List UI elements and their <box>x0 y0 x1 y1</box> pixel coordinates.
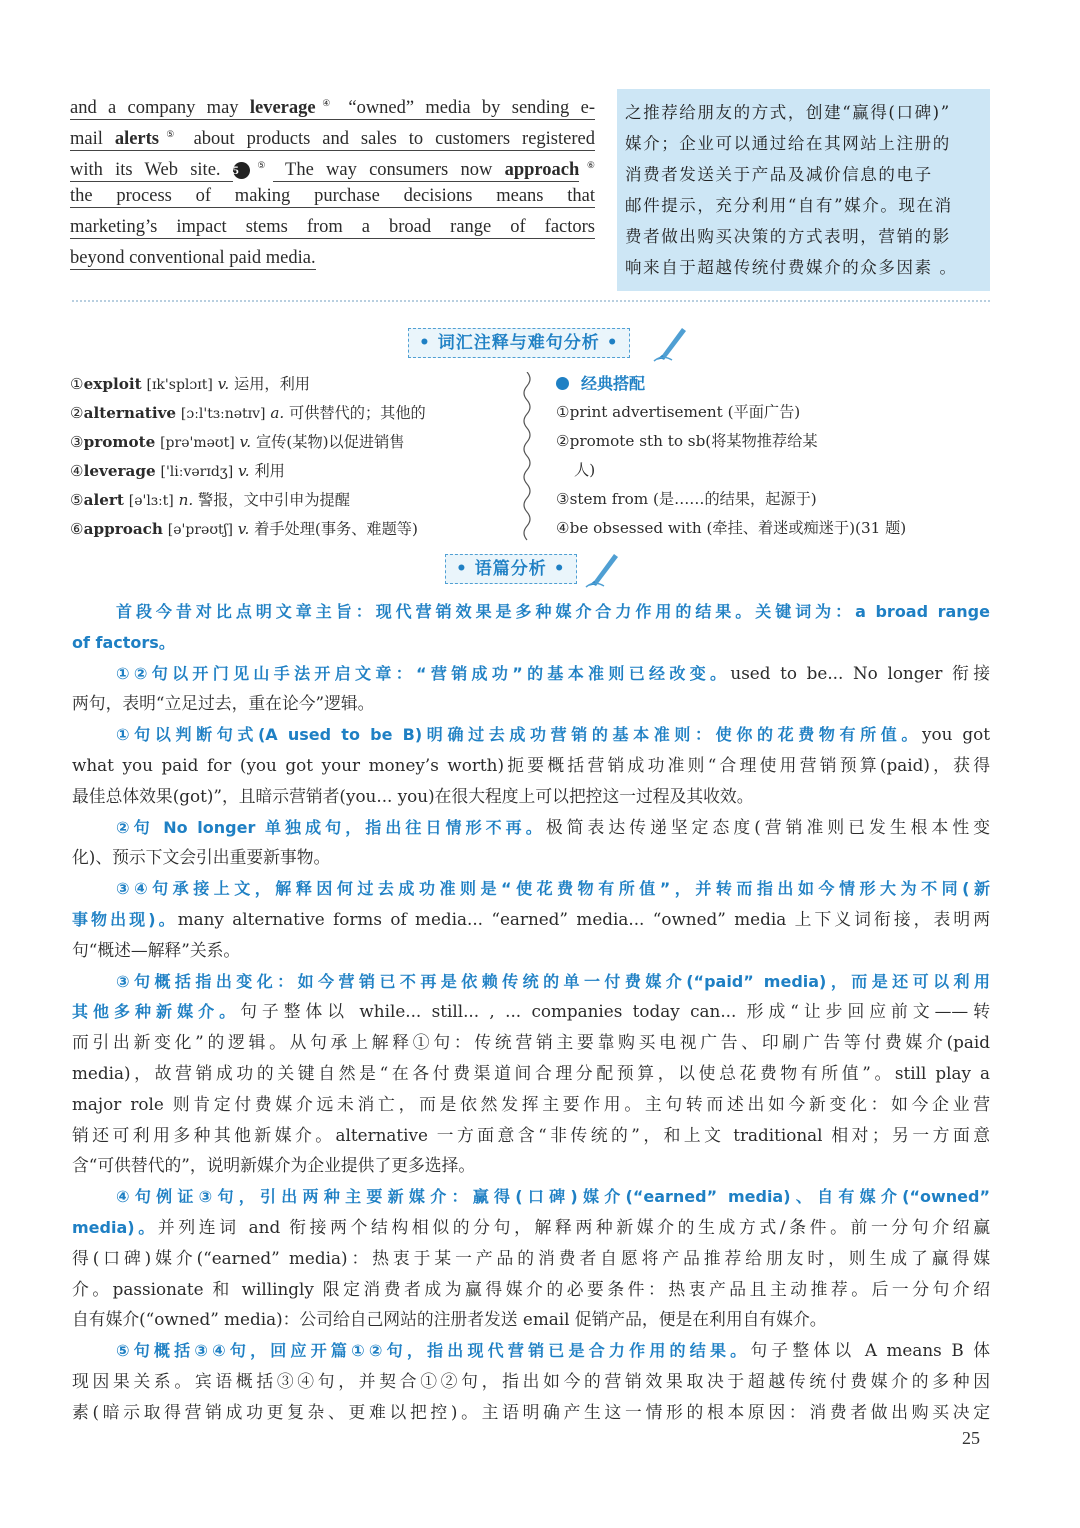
body-text: 句子整体以 A means B 体 <box>750 1340 990 1361</box>
analysis-line <box>72 873 990 904</box>
analysis-line <box>72 1212 990 1243</box>
analysis-line <box>72 812 990 843</box>
body-text: 两句，表明“立足过去，重在论今”逻辑。 <box>72 693 375 714</box>
analysis-body <box>72 596 990 1428</box>
highlight-text: ①②句以开门见山手法开启文章：“营销成功”的基本准则已经改变。 <box>116 663 731 683</box>
body-text: 现因果关系。宾语概括③④句，并契合①②句，指出如今的营销效果取决于超越传统付费媒介的多种因 <box>72 1370 990 1391</box>
analysis-line <box>72 1366 990 1397</box>
analysis-line <box>72 1335 990 1366</box>
vocab-item: ①exploit [ɪk'splɔɪt] v. 运用，利用 <box>70 375 310 393</box>
vocab-section-header: • 词汇注释与难句分析 • <box>408 328 630 358</box>
body-text: 极简表达传递坚定态度(营销准则已发生根本性变 <box>545 816 990 837</box>
analysis-line <box>72 658 990 689</box>
highlight-text: ④句例证③句，引出两种主要新媒介：赢得(口碑)媒介(“earned” media)、自有媒介(“owned” <box>116 1187 990 1207</box>
passage-line-3: with its Web site. 5 ⑤ The way consumers now approach⑥ <box>70 160 595 180</box>
body-text: 销还可利用多种其他新媒介。alternative 一方面意含“非传统的”，和上文 traditional 相对；另一方面意 <box>72 1124 990 1145</box>
vocab-item: ③promote [prə'məʊt] v. 宣传(某物)以促进销售 <box>70 433 405 451</box>
highlight-text: ③④句承接上文，解释因何过去成功准则是“使花费物有所值”，并转而指出如今情形大为不同(新 <box>116 879 990 899</box>
translation-line: 邮件提示，充分利用“自有”媒介。现在消 <box>625 196 953 215</box>
body-text: used to be... No longer 衔接 <box>730 662 990 683</box>
analysis-line <box>72 1150 990 1181</box>
translation-line: 费者做出购买决策的方式表明，营销的影 <box>625 227 951 246</box>
analysis-section-header: • 语篇分析 • <box>445 554 577 584</box>
analysis-line <box>72 1243 990 1274</box>
english-passage <box>70 88 595 274</box>
analysis-line <box>72 996 990 1027</box>
body-text: 最佳总体效果(got)”，且暗示营销者(you... you)在很大程度上可以把控这一过程及其收效。 <box>72 785 754 806</box>
analysis-line <box>72 1274 990 1305</box>
translation-line: 消费者发送关于产品及减价信息的电子 <box>625 165 933 184</box>
keyword-approach: approach <box>504 160 580 180</box>
vocab-item: ④leverage ['liːvərɪdʒ] v. 利用 <box>70 462 285 480</box>
pen-brush-icon <box>652 322 690 362</box>
collocation-item: 人) <box>574 461 596 479</box>
wavy-divider <box>520 372 534 544</box>
highlight-text: of factors。 <box>72 632 175 652</box>
collocation-item: ③stem from (是……的结果，起源于) <box>556 490 817 508</box>
collocations-panel <box>556 370 986 543</box>
collocations-title: 经典搭配 <box>556 370 986 398</box>
translation-line: 响来自于超越传统付费媒介的众多因素 。 <box>625 258 958 277</box>
body-text: 含“可供替代的”，说明新媒介为企业提供了更多选择。 <box>72 1155 476 1176</box>
collocation-item: ④be obsessed with (牵挂、着迷或痴迷于)(31 题) <box>556 519 907 537</box>
highlight-text: ③句概括指出变化：如今营销已不再是依赖传统的单一付费媒介(“paid” media)，而是还可以利用 <box>116 971 990 991</box>
body-text: 句子整体以 while... still... , ... companies today can... 形成“让步回应前文——转 <box>240 1001 990 1022</box>
body-text: 化)、预示下文会引出重要新事物。 <box>72 847 331 868</box>
body-text: major role 则肯定付费媒介远未消亡，而是依然发挥主要作用。主句转而述出如今新变化：如今企业营 <box>72 1093 990 1114</box>
section-divider <box>72 300 990 302</box>
translation-line: 媒介；企业可以通过给在其网站上注册的 <box>625 134 951 153</box>
analysis-line <box>72 627 990 658</box>
highlight-text: ⑤句概括③④句，回应开篇①②句，指出现代营销已是合力作用的结果。 <box>116 1341 751 1361</box>
passage-line-4: the process of making purchase decisions means that <box>70 186 595 206</box>
analysis-line <box>72 719 990 750</box>
analysis-line <box>72 688 990 719</box>
highlight-text: 其他多种新媒介。 <box>72 1002 241 1022</box>
analysis-line <box>72 966 990 997</box>
analysis-line <box>72 1027 990 1058</box>
bullet-dot-icon <box>556 377 569 390</box>
body-text: what you paid for (you got your money’s worth)扼要概括营销成功准则“合理使用营销预算(paid)，获得 <box>72 754 990 775</box>
page-number: 25 <box>962 1428 980 1448</box>
analysis-line <box>72 1089 990 1120</box>
analysis-line <box>72 781 990 812</box>
body-text: 得(口碑)媒介(“earned” media)：热衷于某一产品的消费者自愿将产品推荐给朋友时，则生成了赢得媒 <box>72 1247 990 1268</box>
analysis-line <box>72 1181 990 1212</box>
vocab-item: ②alternative [ɔːl'tɜːnətɪv] a. 可供替代的；其他的 <box>70 404 426 422</box>
highlight-text: 首段今昔对比点明文章主旨：现代营销效果是多种媒介合力作用的结果。关键词为：a broad range <box>116 602 990 621</box>
vocab-item: ⑥approach [ə'prəʊtʃ] v. 着手处理(事务、难题等) <box>70 520 418 538</box>
collocation-item: ②promote sth to sb(将某物推荐给某 <box>556 432 818 450</box>
analysis-line <box>72 935 990 966</box>
highlight-text: ②句 No longer 单独成句，指出往日情形不再。 <box>116 817 546 837</box>
body-text: 自有媒介(“owned” media)：公司给自己网站的注册者发送 email 促销产品，便是在利用自有媒介。 <box>72 1309 827 1330</box>
analysis-line <box>72 1304 990 1335</box>
passage-line-5: marketing’s impact stems from a broad range of factors <box>70 217 595 237</box>
body-text: media)，故营销成功的关键自然是“在各付费渠道间合理分配预算，以使总花费物有所值”。still play a <box>72 1062 990 1083</box>
analysis-line <box>72 1397 990 1428</box>
analysis-line <box>72 750 990 781</box>
sentence-number-badge: 5 <box>233 162 250 179</box>
vocab-list <box>70 370 520 544</box>
analysis-line <box>72 904 990 935</box>
pen-brush-icon <box>584 548 622 588</box>
body-text: 素(暗示取得营销成功更复杂、更难以把控)。主语明确产生这一情形的根本原因：消费者做出购买决定 <box>72 1401 990 1422</box>
passage-line-2: mail alerts⑤ about products and sales to customers registered <box>70 129 595 149</box>
analysis-line <box>72 842 990 873</box>
passage-line-1: and a company may leverage④ “owned” media by sending e- <box>70 98 595 118</box>
translation-box <box>617 89 990 291</box>
body-text: 并列连词 and 衔接两个结构相似的分句，解释两种新媒介的生成方式/条件。前一分句介绍赢 <box>157 1216 990 1237</box>
collocation-item: ①print advertisement (平面广告) <box>556 403 801 421</box>
body-text: 介。passionate 和 willingly 限定消费者成为赢得媒介的必要条件：热衷产品且主动推荐。后一分句介绍 <box>72 1278 990 1299</box>
highlight-text: media)。 <box>72 1217 158 1237</box>
body-text: many alternative forms of media... “earned” media... “owned” media 上下义词衔接，表明两 <box>177 908 990 929</box>
body-text: 而引出新变化”的逻辑。从句承上解释①句：传统营销主要靠购买电视广告、印刷广告等付费媒介(paid <box>72 1032 990 1053</box>
highlight-text: 事物出现)。 <box>72 909 178 929</box>
vocab-item: ⑤alert [ə'lɜːt] n. 警报，文中引申为提醒 <box>70 491 350 509</box>
analysis-line <box>72 596 990 627</box>
analysis-line <box>72 1058 990 1089</box>
translation-line: 之推荐给朋友的方式，创建“赢得(口碑)” <box>625 103 951 122</box>
analysis-line <box>72 1120 990 1151</box>
body-text: you got <box>922 724 990 745</box>
passage-line-6: beyond conventional paid media. <box>70 248 316 268</box>
keyword-alerts: alerts <box>114 129 159 149</box>
body-text: 句“概述—解释”关系。 <box>72 939 241 960</box>
highlight-text: ①句以判断句式(A used to be B)明确过去成功营销的基本准则：使你的花费物有所值。 <box>116 725 923 745</box>
keyword-leverage: leverage <box>249 98 316 118</box>
